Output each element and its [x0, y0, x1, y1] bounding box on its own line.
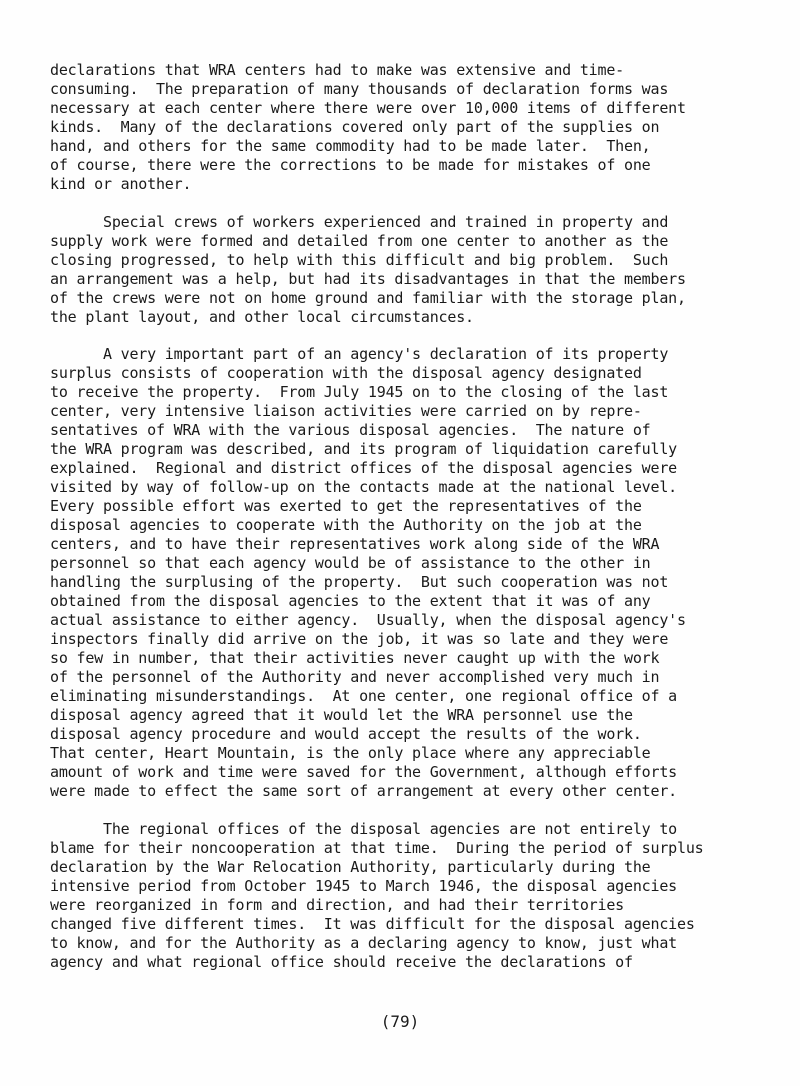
page-number: (79)	[380, 1012, 420, 1031]
paragraph-declarations: declarations that WRA centers had to make was extensive and time- consuming. The preparation of many thousands of declaration forms was necessary at each center where there were over 10,000 items of different kinds. Many of the declarations covered only part of the supplies on hand, and others for the same commodity had to be made later. Then, of course, there were the corrections to be made for mistakes of one kind or another.	[50, 61, 686, 193]
paragraph-special-crews: Special crews of workers experienced and trained in property and supply work were formed and detailed from one center to another as the closing progressed, to help with this difficult and big problem. Such an arrangement was a help, but had its disadvantages in that the members of the crews were not on home ground and familiar with the storage plan, the plant layout, and other local circumstances.	[50, 213, 686, 326]
paragraph-regional-offices: The regional offices of the disposal agencies are not entirely to blame for their noncooperation at that time. During the period of surplus declaration by the War Relocation Authority, particularly during the intensive period from October 1945 to March 1946, the disposal agencies were reorganized in form and direction, and had their territories changed five different times. It was difficult for the disposal agencies to know, and for the Authority as a declaring agency to know, just what agency and what regional office should receive the declarations of	[50, 820, 704, 971]
paragraph-cooperation: A very important part of an agency's declaration of its property surplus consists of cooperation with the disposal agency designated to receive the property. From July 1945 on to the closing of the last center, very intensive liaison activities were carried on by repre- sentatives of WRA with the various disposal agencies. The nature of the WRA program was described, and its program of liquidation carefully explained. Regional and district offices of the disposal agencies were visited by way of follow-up on the contacts made at the national level. Every possible effort was exerted to get the representatives of the disposal agencies to cooperate with the Authority on the job at the centers, and to have their representatives work along side of the WRA personnel so that each agency would be of assistance to the other in handling the surplusing of the property. But such cooperation was not obtained from the disposal agencies to the extent that it was of any actual assistance to either agency. Usually, when the disposal agency's inspectors finally did arrive on the job, it was so late and they were so few in number, that their activities never caught up with the work of the personnel of the Authority and never accomplished very much in eliminating misunderstandings. At one center, one regional office of a disposal agency agreed that it would let the WRA personnel use the disposal agency procedure and would accept the results of the work. That center, Heart Mountain, is the only place where any appreciable amount of work and time were saved for the Government, although efforts were made to effect the same sort of arrangement at every other center.	[50, 345, 686, 800]
